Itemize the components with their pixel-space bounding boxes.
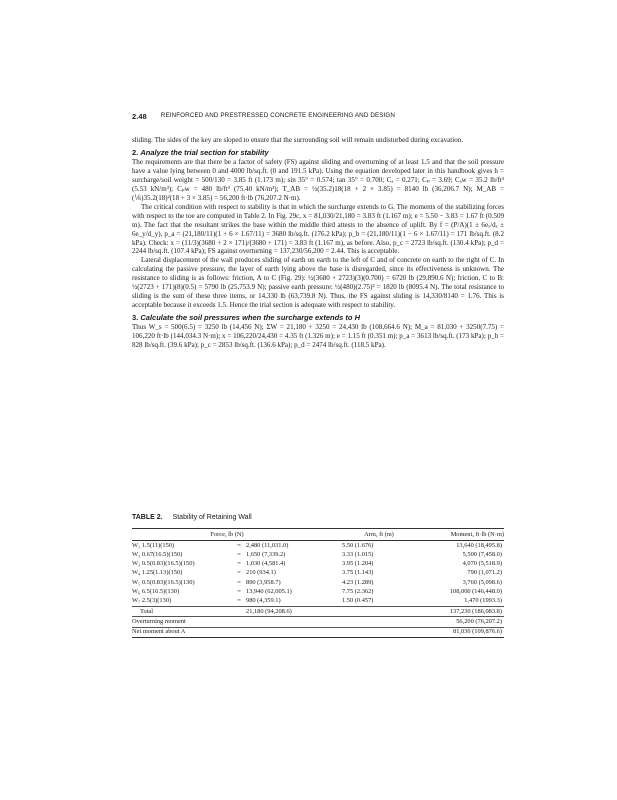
- overturning-label: Overturning moment: [132, 617, 436, 627]
- row-moment: 108,000 (146,448.0): [449, 588, 502, 595]
- section-3-number: 3.: [132, 313, 139, 323]
- overturning-moment: 56,200 (76,207.2): [436, 617, 504, 627]
- section-2-paragraph-2: The critical condition with respect to stability is that in which the surcharge extends to G. The moments of the stabilizing forces with respect to the toe are computed in Table 2. In Fig. 29c, x = 81,030/21,180 = 3.83 ft (1.167 m); e = 5.50 − 3.83 = 1.67 ft (0.509 m). The fact that the resultant strikes the base within the middle third attests to the absence of uplift. By f = (P/A)(1 ± 6eₓ/dₓ ± 6e_y/d_y), p_a = (21,180/11)(1 + 6 × 1.67/11) = 3680 lb/sq.ft. (176.2 kPa); p_b = (21,180/11)(1 − 6 × 1.67/11) = 171 lb/sq.ft. (8.2 kPa). Check: x = (11/3)(3680 + 2 × 171)/(3680 + 171) = 3.83 ft (1.167 m), as before. Also, p_c = 2723 lb/sq.ft. (130.4 kPa); p_d = 2244 lb/sq.ft. (107.4 kPa); FS against overturning = 137,230/56,200 = 2.44. This is acceptable.: [132, 202, 504, 256]
- row-moment: 1,470 (1993.3): [464, 597, 502, 605]
- table-row: [132, 550, 504, 559]
- row-force: 1,030 (4,581.4): [246, 560, 286, 568]
- row-label: W₅ 0.5(0.83)(16.5)(130): [132, 578, 195, 586]
- net-label: Net moment about A: [132, 627, 436, 637]
- row-force: 210 (934.1): [246, 569, 276, 577]
- table-body: [132, 541, 504, 638]
- row-equals: =: [237, 569, 241, 577]
- row-arm: 4.23 (1.289): [342, 578, 374, 586]
- page-content: [132, 112, 504, 350]
- body-text: [132, 136, 504, 350]
- row-arm: 3.95 (1.204): [342, 560, 374, 568]
- section-2-title: Analyze the trial section for stability: [140, 147, 269, 157]
- row-equals: =: [237, 541, 241, 549]
- table-row: [132, 569, 504, 578]
- row-force: 890 (3,958.7): [246, 578, 281, 586]
- row-label: W₃ 0.5(0.83)(16.5)(150): [132, 560, 195, 568]
- section-3-heading: [132, 313, 504, 322]
- table-title: Stability of Retaining Wall: [172, 514, 252, 521]
- row-force: 2,480 (11,031.0): [246, 541, 289, 549]
- section-2-heading: [132, 148, 504, 157]
- row-label: W₂ 0.67(16.5)(150): [132, 550, 183, 558]
- intro-paragraph: sliding. The sides of the key are sloped to ensure that the surrounding soil will remain undisturbed during excavation.: [132, 136, 464, 144]
- row-equals: =: [237, 550, 241, 558]
- section-3-title: Calculate the soil pressures when the surcharge extends to H: [140, 313, 361, 323]
- row-label: W₁ 1.5(11)(150): [132, 541, 175, 549]
- row-arm: 3.33 (1.015): [342, 550, 374, 558]
- table-row: [132, 541, 504, 551]
- total-label: Total: [132, 606, 232, 616]
- table-row: [132, 597, 504, 607]
- running-head: [132, 112, 504, 121]
- table-caption: [132, 514, 504, 521]
- row-label: W₆ 6.5(16.5)(130): [132, 588, 180, 595]
- header-moment: Moment, ft·lb (N·m): [450, 531, 504, 538]
- row-moment: 13,640 (18,495.8): [456, 541, 502, 549]
- table-header-row: [132, 529, 504, 541]
- total-row: [132, 606, 504, 616]
- row-equals: =: [237, 578, 241, 586]
- section-3-paragraph-1: Thus W_s = 500(6.5) = 3250 lb (14,456 N); ΣW = 21,180 + 3250 = 24,430 lb (108,664.6 N); M_a = 81,030 + 3250(7.75) = 106,220 ft·lb (144,034.3 N·m); x = 106,220/24,430 = 4.35 ft (1.326 m); e = 1.15 ft (0.351 m); p_a = 3613 lb/sq.ft. (173 kPa); p_b = 828 lb/sq.ft. (39.6 kPa); p_c = 2853 lb/sq.ft. (136.6 kPa); p_d = 2474 lb/sq.ft. (118.5 kPa).: [132, 323, 504, 350]
- table-row: [132, 560, 504, 569]
- header-arm: Arm, ft (m): [364, 531, 394, 538]
- row-arm: 3.75 (1.143): [342, 569, 374, 577]
- stability-table: [132, 528, 504, 638]
- row-moment: 790 (1,071.2): [467, 569, 502, 577]
- table-row: [132, 578, 504, 587]
- row-force: 13,940 (62,005.1): [246, 588, 292, 595]
- row-moment: 3,760 (5,098.6): [462, 578, 502, 586]
- total-force: 21,180 (94,208.6): [246, 606, 322, 616]
- net-moment-row: [132, 627, 504, 637]
- section-2-paragraph-1: The requirements are that there be a factor of safety (FS) against sliding and overturning of at least 1.5 and that the soil pressure have a value lying between 0 and 4000 lb/sq.ft. (0 and 191.5 kPa). Using the equation developed later in this handbook gives h = surcharge/soil weight = 500/130 = 3.85 ft (1.173 m); sin 35° = 0.574; tan 35° = 0.700; Cₐ = 0.271; Cₚ = 3.69; Cₐw = 35.2 lb/ft³ (5.53 kN/m³); Cₚw = 480 lb/ft³ (75.40 kN/m³); T_AB = ½(35.2)18(18 + 2 × 3.85) = 8140 lb (36,206.7 N); M_AB = (⅙)35.2(18)²(18 + 3 × 3.85) = 56,200 ft·lb (76,207.2 N·m).: [132, 157, 504, 202]
- row-arm: 7.75 (2.362): [342, 588, 374, 595]
- section-2-number: 2.: [132, 147, 139, 157]
- header-force: Force, lb (N): [210, 531, 244, 538]
- row-moment: 5,500 (7,458.0): [462, 550, 502, 558]
- row-force: 1,650 (7,339.2): [246, 550, 286, 558]
- row-equals: =: [237, 588, 241, 595]
- row-moment: 4,070 (5,518.9): [462, 560, 502, 568]
- table-2: [132, 514, 504, 638]
- overturning-row: [132, 617, 504, 627]
- net-moment: 81,030 (109,876.6): [436, 627, 504, 637]
- row-arm: 1.50 (0.457): [342, 597, 374, 605]
- row-label: W₄ 1.25(1.13)(150): [132, 569, 183, 577]
- table-label: TABLE 2.: [132, 514, 163, 521]
- row-arm: 5.50 (1.676): [342, 541, 374, 549]
- row-force: 980 (4,359.1): [246, 597, 281, 605]
- total-moment: 137,230 (186,083.8): [436, 606, 504, 616]
- section-2-paragraph-3: Lateral displacement of the wall produces sliding of earth on earth to the left of C and of concrete on earth to the right of C. In calculating the passive pressure, the layer of earth lying above the base is disregarded, since its effectiveness is unknown. The resistance to sliding is as follows: friction, A to C (Fig. 29): ½(3680 + 2723)(3)(0.700) = 6720 lb (29,890.6 N); friction, C to B: ½(2723 + 171)(8)(0.5) = 5790 lb (25,753.9 N); passive earth pressure: ½(480)(2.75)² = 1820 lb (8095.4 N). The total resistance to sliding is the sum of these three items, or 14,330 lb (63,739.8 N). Thus, the FS against sliding is 14,330/8140 = 1.76. This is acceptable because it exceeds 1.5. Hence the trial section is adequate with respect to stability.: [132, 256, 504, 310]
- page-number: 2.48: [132, 112, 147, 121]
- row-label: W₇ 2.5(3)(130): [132, 597, 172, 605]
- table-row: [132, 587, 504, 596]
- row-equals: =: [237, 597, 241, 605]
- running-title: REINFORCED AND PRESTRESSED CONCRETE ENGINEERING AND DESIGN: [160, 112, 396, 119]
- row-equals: =: [237, 560, 241, 568]
